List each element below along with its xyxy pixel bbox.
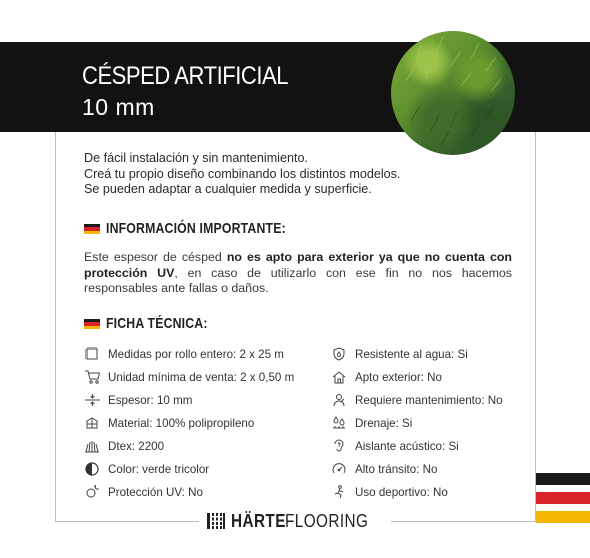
spec-label: Medidas por rollo entero: 2 x 25 m [108, 347, 284, 361]
spec-item [331, 345, 468, 363]
spec-item [331, 460, 437, 478]
important-title: INFORMACIÓN IMPORTANTE: [106, 220, 286, 237]
intro-line: Se pueden adaptar a cualquier medida y superficie. [84, 182, 372, 196]
water-shield-icon [331, 346, 347, 362]
flag-icon [84, 224, 100, 234]
spec-label: Color: verde tricolor [108, 462, 210, 476]
spec-item [84, 437, 164, 455]
notice-text: , en caso de utilizarlo con ese fin no nos hacemos responsables ante fallas o daños. [84, 265, 512, 295]
intro-line: Creá tu propio diseño combinando los distintos modelos. [84, 166, 401, 181]
spec-label: Espesor: 10 mm [108, 393, 193, 407]
notice-text: Este espesor de césped [84, 250, 227, 264]
brand-logo-icon [207, 513, 225, 529]
drainage-icon [331, 415, 347, 431]
spec-label: Alto tránsito: No [355, 462, 438, 476]
specs-title: FICHA TÉCNICA: [106, 315, 208, 332]
spec-label: Unidad mínima de venta: 2 x 0,50 m [108, 370, 295, 384]
spec-label: Protección UV: No [108, 485, 203, 499]
outdoor-house-icon [331, 369, 347, 385]
spec-label: Drenaje: Si [355, 416, 413, 430]
spec-item [84, 368, 294, 386]
spec-item [331, 414, 412, 432]
spec-item [84, 483, 203, 501]
brand-footer [0, 508, 590, 534]
brand-name: HÄRTE [230, 510, 286, 531]
intro-line: De fácil instalación y sin mantenimiento. [84, 151, 308, 165]
intro-text [84, 151, 524, 198]
color-drop-icon [84, 461, 100, 477]
sport-icon [331, 484, 347, 500]
material-icon [84, 415, 100, 431]
spec-item [331, 483, 448, 501]
thickness-icon [84, 392, 100, 408]
spec-label: Resistente al agua: Si [355, 347, 468, 361]
spec-item [84, 391, 192, 409]
spec-item [84, 345, 284, 363]
spec-label: Apto exterior: No [355, 370, 442, 384]
spec-label: Uso deportivo: No [355, 485, 448, 499]
uv-protection-icon [84, 484, 100, 500]
spec-label: Requiere mantenimiento: No [355, 393, 503, 407]
spec-item [331, 391, 503, 409]
spec-label: Material: 100% polipropileno [108, 416, 255, 430]
spec-item [331, 437, 459, 455]
spec-item [84, 460, 209, 478]
cart-icon [84, 369, 100, 385]
brand-name-suffix: FLOORING [285, 510, 369, 531]
spec-label: Aislante acústico: Si [355, 439, 459, 453]
grass-density-icon [84, 438, 100, 454]
traffic-gauge-icon [331, 461, 347, 477]
spec-item [84, 414, 254, 432]
roll-measure-icon [84, 346, 100, 362]
spec-label: Dtex: 2200 [108, 439, 165, 453]
acoustic-ear-icon [331, 438, 347, 454]
maintenance-icon [331, 392, 347, 408]
page-title: CÉSPED ARTIFICIAL [82, 62, 289, 90]
notice-bold-text: no es apto para exterior ya que no cuenta con protección UV [84, 250, 512, 280]
page-subtitle: 10 mm [82, 94, 155, 120]
spec-item [331, 368, 442, 386]
flag-icon [84, 319, 100, 329]
important-notice [84, 250, 512, 297]
